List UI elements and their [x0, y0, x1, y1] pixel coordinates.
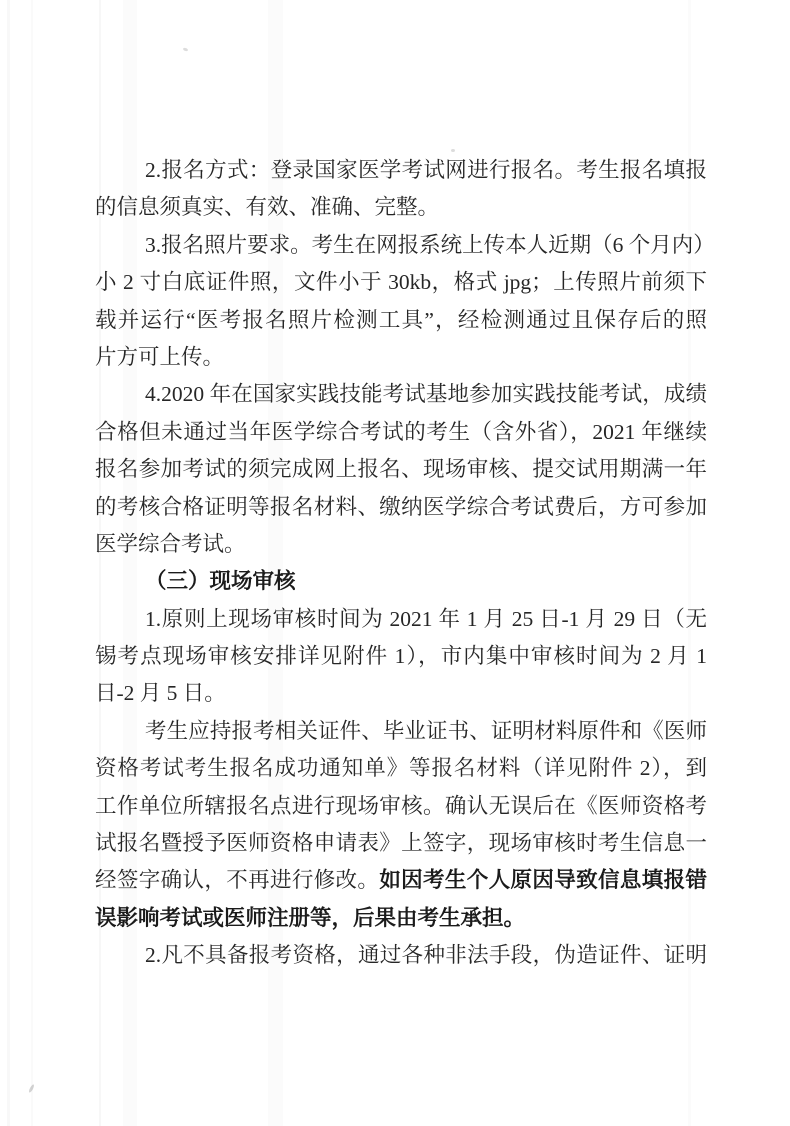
text-segment: 如因考生个人原因导致信息填报错 [379, 868, 707, 893]
text-line [95, 900, 707, 937]
text-line [95, 264, 707, 301]
text-line [95, 414, 707, 451]
text-segment: 的信息须真实、有效、准确、完整。 [95, 195, 440, 220]
text-line [95, 526, 707, 563]
text-line [95, 750, 707, 787]
text-line [95, 489, 707, 526]
text-segment: 2.报名方式：登录国家医学考试网进行报名。考生报名填报 [145, 158, 707, 182]
document-body [95, 152, 715, 975]
text-segment: 工作单位所辖报名点进行现场审核。确认无误后在《医师资格考 [95, 793, 707, 818]
text-line [95, 376, 707, 413]
text-segment: 经签字确认，不再进行修改。 [95, 868, 380, 893]
text-line [95, 451, 707, 488]
text-segment: 报名参加考试的须完成网上报名、现场审核、提交试用期满一年 [95, 457, 707, 482]
text-segment: 合格但未通过当年医学综合考试的考生（含外省），2021 年继续 [95, 419, 707, 444]
scan-streak [7, 0, 10, 1126]
text-segment: 载并运行“医考报名照片检测工具”，经检测通过且保存后的照 [95, 307, 707, 332]
text-segment: 医学综合考试。 [95, 531, 246, 556]
text-line [95, 675, 707, 712]
text-segment: 锡考点现场审核安排详见附件 1），市内集中审核时间为 2 月 1 [95, 644, 707, 669]
text-segment: 日-2 月 5 日。 [95, 681, 226, 706]
text-line [95, 862, 707, 899]
text-line [95, 638, 707, 675]
text-segment: 的考核合格证明等报名材料、缴纳医学综合考试费后，方可参加 [95, 494, 707, 519]
text-segment: 小 2 寸白底证件照，文件小于 30kb，格式 jpg；上传照片前须下 [95, 270, 707, 295]
text-segment: （三）现场审核 [145, 569, 296, 594]
text-line [95, 302, 707, 339]
text-segment: 误影响考试或医师注册等，后果由考生承担。 [95, 905, 526, 930]
text-line [95, 825, 707, 862]
text-line [95, 937, 707, 974]
text-line [95, 189, 707, 226]
text-line [95, 152, 707, 189]
text-line [95, 563, 707, 600]
text-segment: 2.凡不具备报考资格，通过各种非法手段，伪造证件、证明 [145, 943, 707, 968]
text-line [95, 339, 707, 376]
text-line [95, 601, 707, 638]
text-segment: 资格考试考生报名成功通知单》等报名材料（详见附件 2），到 [95, 756, 707, 781]
scan-streak [31, 0, 33, 1126]
text-segment: 试报名暨授予医师资格申请表》上签字，现场审核时考生信息一 [95, 831, 707, 856]
text-line [95, 788, 707, 825]
text-line [95, 227, 715, 264]
scan-speck [183, 47, 189, 52]
text-segment: 考生应持报考相关证件、毕业证书、证明材料原件和《医师 [145, 718, 707, 743]
text-segment: 片方可上传。 [95, 344, 225, 369]
text-segment: 1.原则上现场审核时间为 2021 年 1 月 25 日-1 月 29 日（无 [145, 606, 707, 631]
text-segment: 3.报名照片要求。考生在网报系统上传本人近期（6 个月内） [145, 232, 715, 257]
scan-speck [28, 1084, 35, 1093]
text-line [95, 713, 707, 750]
text-segment: 4.2020 年在国家实践技能考试基地参加实践技能考试，成绩 [145, 382, 707, 407]
